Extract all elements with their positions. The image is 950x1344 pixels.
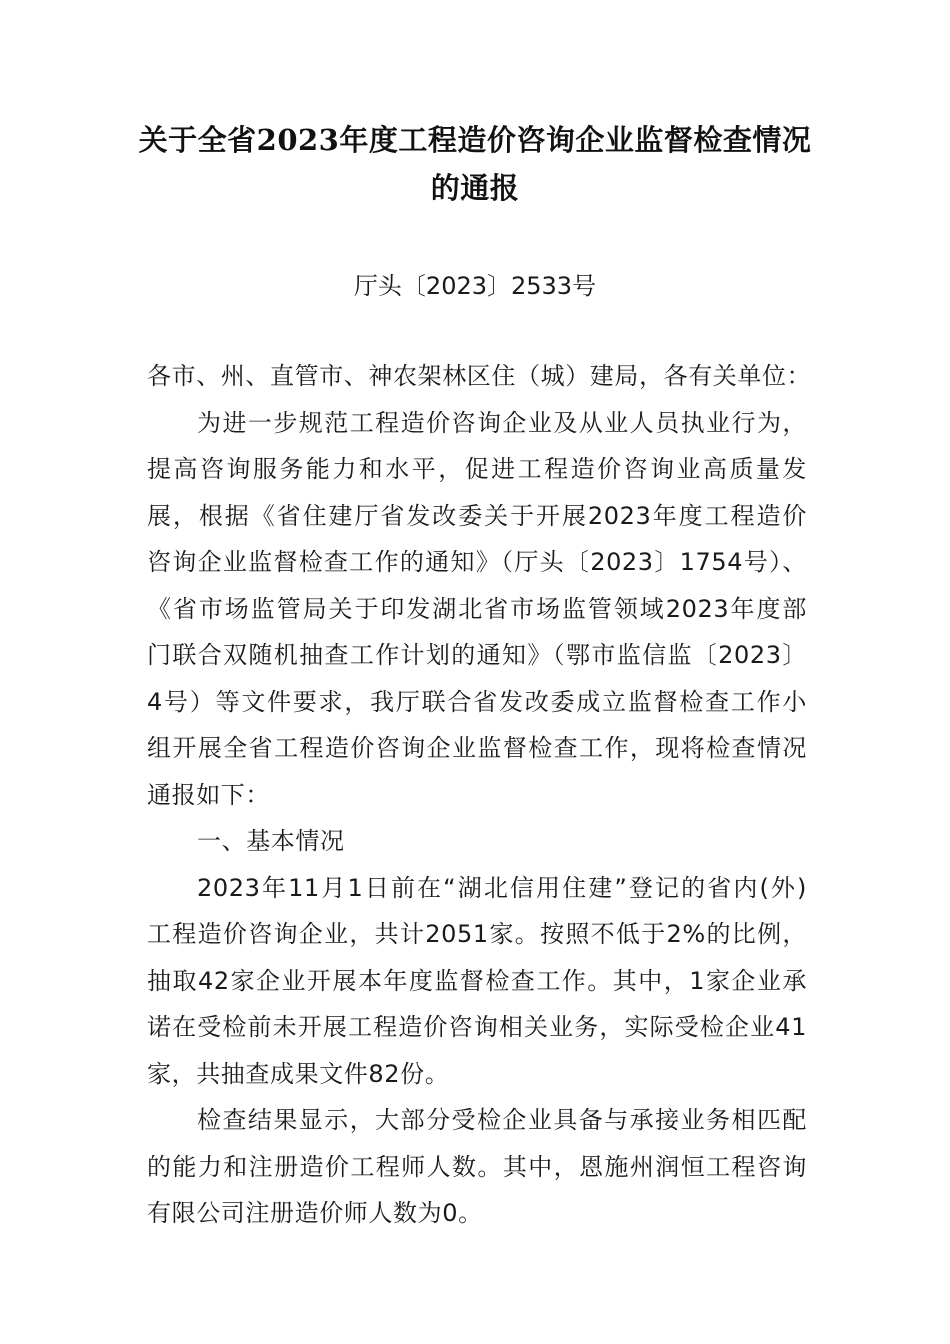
paragraph-line: 抽取42家企业开展本年度监督检查工作。其中，1家企业承: [147, 967, 807, 995]
intro-line: 《省市场监管局关于印发湖北省市场监管领域2023年度部: [147, 595, 807, 623]
intro-line: 通报如下：: [147, 781, 270, 809]
paragraph-line: 家，共抽查成果文件82份。: [147, 1060, 450, 1088]
intro-line: 为进一步规范工程造价咨询企业及从业人员执业行为，: [197, 409, 807, 437]
document-title-line-2: 的通报: [430, 171, 520, 205]
intro-line: 门联合双随机抽查工作计划的通知》（鄂市监信监〔2023〕: [147, 641, 807, 669]
paragraph-line: 有限公司注册造价师人数为0。: [147, 1199, 483, 1227]
intro-line: 组开展全省工程造价咨询企业监督检查工作，现将检查情况: [147, 734, 807, 762]
section-heading: 一、基本情况: [197, 827, 345, 855]
document-title-line-1: 关于全省2023年度工程造价咨询企业监督检查情况: [138, 123, 812, 157]
paragraph-line: 的能力和注册造价工程师人数。其中，恩施州润恒工程咨询: [147, 1153, 807, 1181]
paragraph-line: 诺在受检前未开展工程造价咨询相关业务，实际受检企业41: [147, 1013, 807, 1041]
addressee-line: 各市、州、直管市、神农架林区住（城）建局，各有关单位：: [147, 362, 812, 390]
intro-line: 提高咨询服务能力和水平，促进工程造价咨询业高质量发: [147, 455, 807, 483]
intro-line: 咨询企业监督检查工作的通知》（厅头〔2023〕1754号）、: [147, 548, 807, 576]
paragraph-line: 检查结果显示，大部分受检企业具备与承接业务相匹配: [197, 1106, 807, 1134]
paragraph-line: 工程造价咨询企业，共计2051家。按照不低于2%的比例，: [147, 920, 807, 948]
paragraph-line: 2023年11月1日前在“湖北信用住建”登记的省内(外): [197, 874, 807, 902]
intro-line: 展，根据《省住建厅省发改委关于开展2023年度工程造价: [147, 502, 807, 530]
document-number: 厅头〔2023〕2533号: [353, 272, 597, 300]
intro-line: 4号）等文件要求，我厅联合省发改委成立监督检查工作小: [147, 688, 807, 716]
